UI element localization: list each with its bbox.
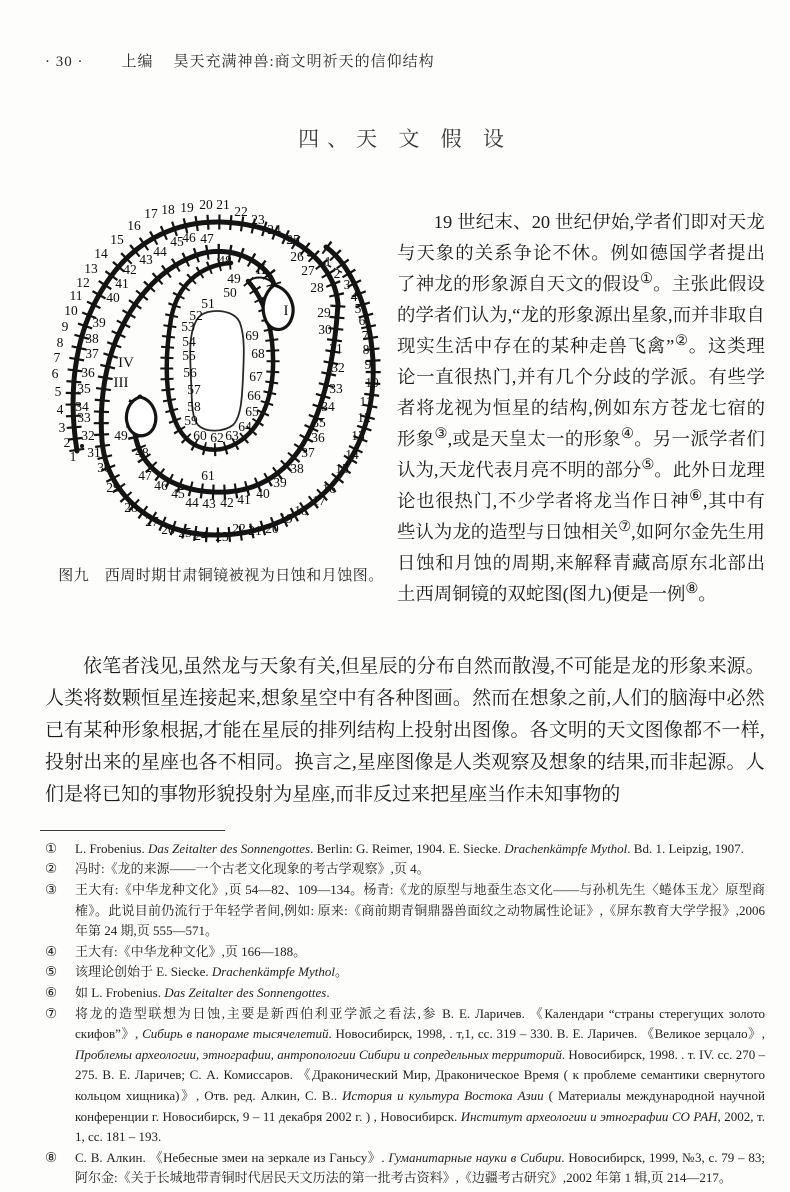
figure-number-label: I bbox=[283, 303, 289, 319]
figure-number-label: 38 bbox=[85, 331, 99, 346]
figure-number-label: 20 bbox=[265, 521, 279, 536]
figure-number-label: 54 bbox=[182, 334, 196, 349]
figure-number-label: 25 bbox=[178, 525, 192, 540]
figure-number-label: 28 bbox=[310, 280, 324, 295]
figure-number-label: 26 bbox=[290, 249, 304, 264]
snake-head-right bbox=[263, 285, 293, 330]
figure-number-label: 14 bbox=[94, 246, 108, 261]
figure-number-label: 44 bbox=[153, 244, 167, 259]
figure-number-label: 62 bbox=[210, 430, 224, 445]
figure-number-label: 45 bbox=[170, 234, 184, 249]
figure-number-label: 46 bbox=[154, 478, 168, 493]
paragraph-astronomy-hypothesis: 19 世纪末、20 世纪伊始,学者们即对天龙与天象的关系争论不休。例如德国学者提出了神龙的形象源自天文的假设①。主张此假设的学者们认为,“龙的形象源出星象,而并非取自现实生活中存在的某种走兽飞禽”②。这类理论一直很热门,并有几个分歧的学派。有些学者将龙视为恒星的结构,例如东方苍龙七宿的形象③,或是天皇太一的形象④。另一派学者们认为,天龙代表月亮不明的部分⑤。此外日龙理论也很热门,不少学者将龙当作日神⑥,其中有些认为龙的造型与日蚀相关⑦,如阿尔金先生用日蚀和月蚀的周期,来解释青藏高原东北部出土西周铜镜的双蛇图(图九)便是一例⑧。 bbox=[397, 212, 765, 605]
footnote-marker: ④ bbox=[45, 943, 58, 959]
figure-number-label: 61 bbox=[201, 468, 215, 483]
figure-number-label: 69 bbox=[245, 328, 259, 343]
figure-number-label: 13 bbox=[84, 261, 98, 276]
figure-number-label: 37 bbox=[85, 346, 99, 361]
figure-number-label: 31 bbox=[329, 341, 343, 356]
figure-number-label: 42 bbox=[123, 262, 137, 277]
figure-number-label: 67 bbox=[249, 369, 263, 384]
figure-number-label: 21 bbox=[248, 523, 262, 538]
figure-number-label: 36 bbox=[81, 365, 95, 380]
figure-number-label: 47 bbox=[200, 231, 214, 246]
footnote-row bbox=[45, 1004, 765, 1148]
figure-number-label: 15 bbox=[110, 232, 124, 247]
figure-number-label: 21 bbox=[216, 197, 230, 212]
figure-number-label: 32 bbox=[81, 428, 95, 443]
footnote-reference: ① bbox=[639, 271, 654, 288]
bronze-mirror-double-snake-figure bbox=[45, 189, 395, 554]
figure-number-label: 56 bbox=[183, 365, 197, 380]
figure-number-label: 40 bbox=[256, 486, 270, 501]
figure-number-label: 29 bbox=[106, 480, 120, 495]
figure-number-label: 60 bbox=[193, 428, 207, 443]
figure-number-label: 16 bbox=[127, 218, 141, 233]
figure-number-label: IV bbox=[118, 355, 134, 371]
footnote-text: 将龙的造型联想为日蚀,主要是新西伯利亚学派之看法,参 В. Е. Ларичев. 《Календари “страны стерегущих золото скифов”》, Сибирь в панораме тысячелетий. Новосибирск, 1998, . т,1, сс. 319 – 330. В. Е. Ларичев. 《Великое зерцало》, Проблемы археологии, этнографии, антропологии Сибири и сопредельных территорий. Новосибирск, 1998. . т. IV. сс. 270 – 275. В. Е. Ларичев; С. А. Комиссаров. 《Драконический Мир, Драконическое Время ( к проблеме семантики свернутого кольцом хищника)》, Отв. ред. Алкин, С. В.. История и культура Востока Азии ( Материалы международной научной конференции г. Новосибирск, 9 – 11 декабря 2002 г. ) , Новосибирск. Институт археологии и этнографии СО РАН, 2002, т. 1, сс. 181 – 193. bbox=[75, 1005, 766, 1145]
figure-number-label: 33 bbox=[77, 410, 91, 425]
figure-number-label: 37 bbox=[301, 445, 315, 460]
figure-number-label: 49 bbox=[227, 271, 241, 286]
running-header bbox=[45, 50, 765, 71]
figure-number-label: 36 bbox=[311, 430, 325, 445]
figure-number-label: 8 bbox=[56, 335, 64, 350]
figure-number-label: 10 bbox=[64, 303, 78, 318]
figure-number-label: II bbox=[256, 262, 266, 278]
figure-number-label: 27 bbox=[145, 514, 159, 529]
footnote-row bbox=[45, 839, 765, 860]
figure-number-label: 3 bbox=[58, 420, 66, 435]
figure-number-label: 1 bbox=[69, 449, 77, 464]
figure-number-label: 30 bbox=[318, 322, 332, 337]
footnote-text: 冯时:《龙的来源——一个古老文化现象的考古学观察》,页 4。 bbox=[75, 861, 430, 877]
page-number: · 30 · bbox=[45, 54, 84, 70]
figure-number-label: 49 bbox=[114, 428, 128, 443]
figure-number-label: 11 bbox=[69, 288, 83, 303]
paragraph-author-opinion: 依笔者浅见,虽然龙与天象有关,但星辰的分布自然而散漫,不可能是龙的形象来源。人类将数颗恒星连接起来,想象星空中有各种图画。然而在想象之前,人们的脑海中必然已有某种形象根据,才能在星辰的排列结构上投射出图像。各文明的天文图像都不一样,投射出来的星座也各不相同。换言之,星座图像是人类观察及想象的结果,而非起源。人们是将已知的事物形貌投射为星座,而非反过来把星座当作未知事物的 bbox=[45, 655, 765, 805]
figure-number-label: 5 bbox=[354, 301, 362, 316]
footnote-reference: ③ bbox=[434, 426, 448, 443]
footnote-reference: ⑤ bbox=[641, 457, 655, 474]
figure-number-label: 40 bbox=[106, 290, 120, 305]
footnote-row bbox=[45, 880, 765, 942]
figure-number-label: 59 bbox=[184, 413, 198, 428]
figure-number-label: 43 bbox=[202, 496, 216, 511]
figure-number-label: 3 bbox=[343, 277, 351, 292]
figure-number-label: 34 bbox=[75, 399, 89, 414]
figure-number-label: 7 bbox=[361, 328, 369, 343]
figure-number-label: 44 bbox=[185, 495, 199, 510]
figure-number-label: 38 bbox=[290, 461, 304, 476]
footnote-reference: ⑦ bbox=[618, 519, 632, 536]
figure-number-label: 52 bbox=[189, 308, 203, 323]
footnote-text: 该理论创始于 E. Siecke. Drachenkämpfe Mythol。 bbox=[75, 964, 348, 980]
chapter-heading: 四、天 文 假 设 bbox=[298, 127, 512, 151]
footnote-row bbox=[45, 859, 765, 880]
figure-number-label: 30 bbox=[97, 460, 111, 475]
footnote-row bbox=[45, 962, 765, 983]
figure-number-label: 35 bbox=[312, 415, 326, 430]
footnote-marker: ② bbox=[45, 861, 58, 877]
figure-number-label: 23 bbox=[251, 212, 265, 227]
figure-number-label: 46 bbox=[182, 230, 196, 245]
figure-number-label: 27 bbox=[301, 263, 315, 278]
figure-number-label: 31 bbox=[87, 445, 101, 460]
footnote-reference: ⑥ bbox=[689, 488, 703, 505]
figure-number-label: 41 bbox=[115, 276, 129, 291]
footnote-text: 如 L. Frobenius. Das Zeitalter des Sonnengottes. bbox=[75, 984, 330, 1000]
footnote-reference: ② bbox=[674, 333, 689, 350]
footnote-text: 王大有:《中华龙种文化》,页 54—82、109—134。杨青:《龙的原型与地蚕生态文化——与孙机先生〈蜷体玉龙〉原型商榷》。此说目前仍流行于年轻学者间,例如: 原来:《商前期青铜鼎器兽面纹之动物属性论证》,《屏东教育大学学报》,2006 年第 24 期,页 555—571。 bbox=[75, 881, 765, 939]
figure-and-text-columns bbox=[45, 189, 765, 629]
figure-number-label: 15 bbox=[335, 461, 349, 476]
footnote-marker: ① bbox=[45, 840, 58, 856]
header-book-title: 昊天充满神兽:商文明祈天的信仰结构 bbox=[173, 54, 435, 70]
figure-number-label: 16 bbox=[322, 481, 336, 496]
figure-number-label: 39 bbox=[273, 475, 287, 490]
figure-number-label: 24 bbox=[194, 528, 208, 543]
figure-number-label: 6 bbox=[51, 366, 59, 381]
figure-number-label: 12 bbox=[357, 410, 371, 425]
figure-number-label: 68 bbox=[251, 346, 265, 361]
figure-number-label: 42 bbox=[220, 495, 234, 510]
figure-number-label: 23 bbox=[215, 529, 229, 544]
figure-number-label: 14 bbox=[345, 447, 359, 462]
footnote-separator-rule bbox=[40, 830, 225, 831]
footnote-list bbox=[45, 839, 765, 1189]
footnote-reference: ④ bbox=[621, 426, 635, 443]
figure-number-label: 9 bbox=[364, 357, 372, 372]
figure-number-label: 35 bbox=[77, 381, 91, 396]
figure-number-label: 25 bbox=[286, 232, 300, 247]
figure-number-label: 4 bbox=[56, 402, 64, 417]
figure-number-label: 2 bbox=[63, 435, 71, 450]
figure-number-label: 6 bbox=[358, 313, 366, 328]
figure-number-label: 19 bbox=[180, 200, 194, 215]
snake-head-left bbox=[126, 397, 155, 436]
figure-number-label: 7 bbox=[53, 350, 61, 365]
footnote-marker: ⑤ bbox=[45, 964, 58, 980]
footnote-row bbox=[45, 1148, 765, 1189]
figure-number-label: 19 bbox=[279, 511, 293, 526]
figure-number-label: 43 bbox=[139, 252, 153, 267]
figure-number-label: 26 bbox=[161, 522, 175, 537]
footnote-row bbox=[45, 983, 765, 1004]
figure-number-label: 58 bbox=[187, 399, 201, 414]
figure-number-label: 65 bbox=[245, 404, 259, 419]
figure-number-label: 28 bbox=[124, 500, 138, 515]
figure-number-label: 22 bbox=[234, 204, 248, 219]
figure-number-label: 55 bbox=[182, 348, 196, 363]
figure-number-label: 5 bbox=[54, 384, 62, 399]
figure-number-label: 22 bbox=[232, 521, 246, 536]
figure-number-label: III bbox=[113, 375, 129, 391]
figure-number-label: 45 bbox=[171, 486, 185, 501]
figure-number-label: 10 bbox=[365, 375, 379, 390]
figure-number-label: 29 bbox=[317, 305, 331, 320]
footnote-marker: ③ bbox=[45, 881, 58, 897]
footnote-text: 王大有:《中华龙种文化》,页 166—188。 bbox=[75, 943, 307, 959]
figure-caption: 图九 西周时期甘肃铜镜被视为日蚀和月蚀图。 bbox=[58, 568, 384, 584]
figure-number-label: 64 bbox=[238, 419, 252, 434]
figure-number-label: 48 bbox=[218, 253, 232, 268]
tail-dot bbox=[80, 444, 84, 448]
figure-number-label: 57 bbox=[187, 382, 201, 397]
figure-number-label: 11 bbox=[359, 394, 373, 409]
figure-number-label: 18 bbox=[294, 503, 308, 518]
figure-number-label: 50 bbox=[223, 285, 237, 300]
footnote-marker: ⑦ bbox=[45, 1005, 58, 1021]
footnote-marker: ⑥ bbox=[45, 984, 58, 1000]
figure-number-label: 41 bbox=[237, 492, 251, 507]
figure-number-label: 47 bbox=[138, 468, 152, 483]
figure-number-label: 34 bbox=[321, 399, 335, 414]
footnote-text: С. В. Алкин. 《Небесные змеи на зеркале из Ганьсу》. Гуманитарные науки в Сибири. Новосибирск, 1999, №3, с. 79 – 83;阿尔金:《关于长城地带青铜时代居民天文历法的第一批考古资料》,《边疆考古研究》,2002 年第 1 辑,页 214—217。 bbox=[75, 1149, 765, 1186]
header-section-label: 上编 bbox=[121, 54, 154, 70]
figure-number-label: 24 bbox=[267, 222, 281, 237]
figure-number-label: 12 bbox=[76, 275, 90, 290]
figure-number-label: 2 bbox=[333, 266, 341, 281]
figure-number-label: 1 bbox=[324, 254, 332, 269]
figure-number-label: 20 bbox=[199, 197, 213, 212]
footnote-row bbox=[45, 942, 765, 963]
figure-number-label: 66 bbox=[247, 388, 261, 403]
figure-number-label: 53 bbox=[181, 319, 195, 334]
figure-block bbox=[45, 189, 397, 629]
figure-number-label: 8 bbox=[362, 342, 370, 357]
right-text-column bbox=[397, 189, 765, 629]
figure-number-label: 17 bbox=[312, 493, 326, 508]
figure-number-label: 4 bbox=[350, 289, 358, 304]
footnote-text: L. Frobenius. Das Zeitalter des Sonnengottes. Berlin: G. Reimer, 1904. E. Siecke. Drachenkämpfe Mythol. Bd. 1. Leipzig, 1907. bbox=[75, 840, 744, 856]
figure-number-label: 33 bbox=[329, 381, 343, 396]
footnote-marker: ⑧ bbox=[45, 1149, 58, 1165]
figure-number-label: 18 bbox=[161, 202, 175, 217]
figure-number-label: 39 bbox=[92, 315, 106, 330]
figure-number-label: 32 bbox=[331, 360, 345, 375]
figure-number-label: 13 bbox=[351, 428, 365, 443]
figure-number-label: 9 bbox=[61, 319, 69, 334]
footnote-reference: ⑧ bbox=[685, 581, 699, 598]
figure-number-label: 51 bbox=[201, 296, 215, 311]
figure-number-label: 17 bbox=[144, 206, 158, 221]
figure-number-label: 63 bbox=[225, 428, 239, 443]
figure-number-label: 48 bbox=[135, 445, 149, 460]
